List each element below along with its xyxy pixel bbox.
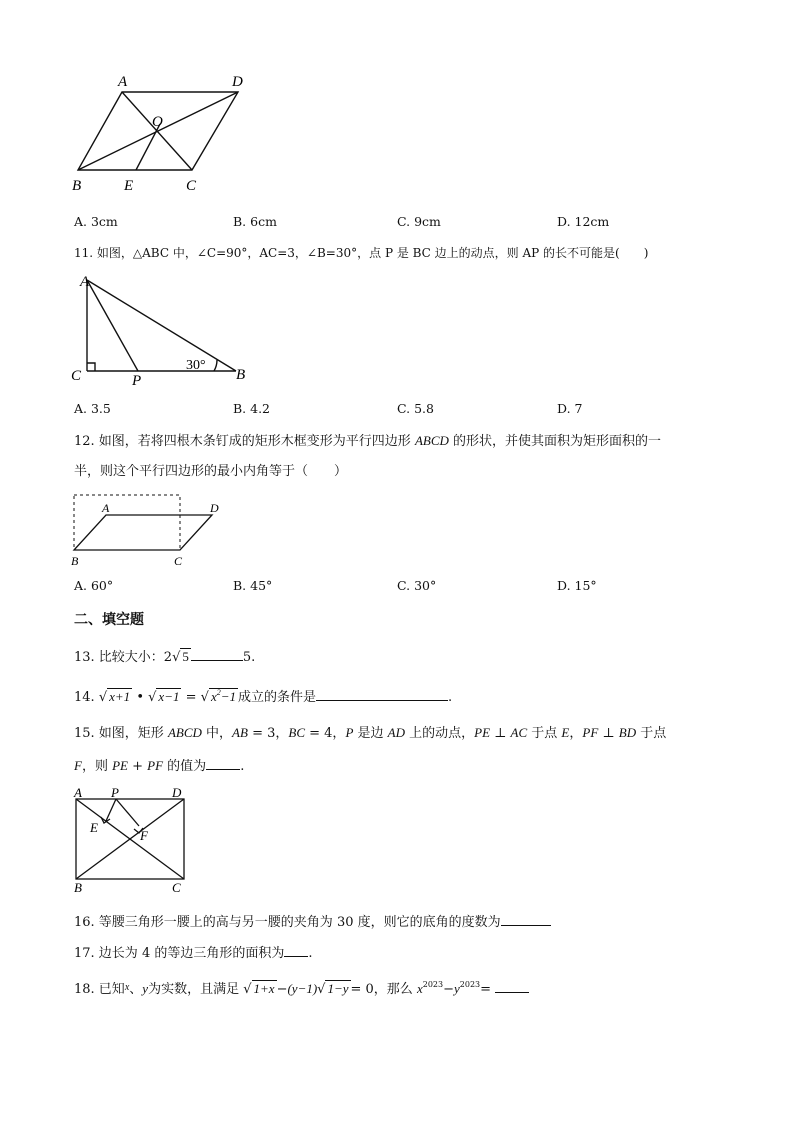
q14-r3-tail: −1 [220, 689, 237, 704]
q12-label-d: D [210, 501, 219, 515]
q10-label-a: A [118, 74, 128, 90]
q15-t10: ⊥ [598, 726, 619, 741]
q15-t11: 于点 [636, 726, 667, 741]
q15-t7: ⊥ [490, 726, 511, 741]
q18-y2: y [454, 981, 460, 996]
q12-label-c: C [174, 554, 183, 568]
q17-question [74, 944, 312, 960]
q18-sqrt-symbol-1: √ [243, 982, 252, 997]
q10-option-c: C. 9cm [397, 214, 441, 229]
q11-option-a: A. 3.5 [74, 401, 111, 416]
q12-option-d: D. 15° [557, 578, 597, 593]
q15-m3: BC [288, 725, 305, 740]
q13-sqrt-symbol: √ [172, 650, 181, 665]
q15-label-d: D [172, 785, 182, 800]
q15-t9: ， [569, 726, 583, 741]
q10-parallelogram-figure [60, 66, 260, 196]
q15-label-p: P [111, 785, 119, 800]
q10-label-b: B [72, 178, 82, 194]
q14-dot: • [136, 690, 144, 705]
q18-sep: 、 [129, 982, 143, 997]
q11-label-c: C [71, 368, 82, 384]
q15-t3: = 3， [247, 726, 289, 741]
q12-label-b: B [71, 554, 79, 568]
q18-minus2: − [443, 982, 454, 997]
q15-label-a: A [74, 785, 82, 800]
q18-prefix: 18. 已知 [74, 982, 125, 997]
q18-answer-blank[interactable] [495, 980, 529, 993]
q14-r3-base: x [210, 689, 217, 704]
q18-eq0: = 0，那么 [350, 982, 413, 997]
q15-t5: 是边 [353, 726, 388, 741]
q11-option-d: D. 7 [557, 401, 583, 416]
q11-label-p: P [132, 373, 142, 389]
q14-equals: = [185, 690, 197, 705]
q15-m10: BD [618, 725, 637, 740]
q18-radicand-2: 1−y [327, 981, 349, 996]
q14-end: . [448, 690, 453, 705]
q15-rectangle-figure [66, 784, 196, 894]
q18-eq: = [480, 982, 492, 997]
q15-answer-blank[interactable] [206, 757, 240, 770]
q15-m9: PF [582, 725, 599, 740]
q11-angle-label: 30° [186, 358, 206, 373]
q14-sqrt-symbol-1: √ [98, 690, 108, 705]
q15-question-line1 [74, 726, 666, 740]
q15-m1: ABCD [167, 725, 202, 740]
q14-radicand-3 [209, 688, 238, 704]
section-title: 二、填空题 [74, 612, 144, 628]
q12-option-a: A. 60° [74, 578, 114, 593]
q14-r3-sup: 2 [216, 688, 221, 697]
q13-question [74, 648, 255, 664]
q15-label-f: F [140, 828, 148, 843]
q18-exp2: 2023 [459, 980, 481, 989]
q18-exp1: 2023 [422, 980, 444, 989]
q15-l2-t1: ，则 [81, 759, 113, 774]
q13-radicand: 5 [182, 649, 189, 664]
q10-option-d: D. 12cm [557, 214, 610, 229]
q12-label-a: A [102, 501, 110, 515]
q15-m6: PE [474, 725, 491, 740]
q10-label-c: C [186, 178, 197, 194]
q18-paren: (y−1) [287, 981, 318, 996]
q18-y: y [142, 981, 149, 996]
q15-t2: 中， [201, 726, 233, 741]
q14-prefix: 14. [74, 690, 95, 705]
q10-option-b: B. 6cm [233, 214, 277, 229]
q15-m4: P [345, 725, 354, 740]
q11-right-triangle-figure [66, 272, 256, 390]
q18-mid: 为实数，且满足 [148, 982, 240, 997]
q18-question [74, 980, 529, 996]
q12-rectangle-parallelogram-figure [66, 490, 236, 572]
q16-answer-blank[interactable] [501, 913, 551, 926]
q15-l2-m3: PF [147, 758, 164, 773]
q13-suffix: 5. [242, 650, 256, 665]
q17-end: . [308, 946, 313, 961]
q18-x: x [124, 982, 130, 993]
q13-answer-blank[interactable] [191, 648, 243, 661]
q14-suffix: 成立的条件是 [238, 690, 317, 705]
q15-l2-t3: 的值为 [163, 759, 207, 774]
q11-question: 11. 如图，△ABC 中，∠C=90°，AC=3，∠B=30°，点 P 是 BC 边上的动点，则 AP 的长不可能是( ) [74, 246, 649, 260]
q14-sqrt-symbol-2: √ [148, 690, 157, 705]
q12-question-line2: 半，则这个平行四边形的最小内角等于（ ） [74, 464, 348, 479]
q14-answer-blank[interactable] [316, 688, 448, 701]
q14-radicand-1: x+1 [109, 689, 131, 704]
q15-l2-t2: + [127, 759, 148, 774]
q10-label-d: D [232, 74, 243, 90]
q14-radicand-2: x−1 [158, 689, 180, 704]
q15-question-line2 [74, 757, 244, 773]
q15-label-c: C [172, 880, 181, 894]
q17-answer-blank[interactable] [284, 944, 308, 957]
q12-option-b: B. 45° [233, 578, 273, 593]
q15-m2: AB [232, 725, 248, 740]
q16-question [74, 913, 551, 929]
q17-text: 17. 边长为 4 的等边三角形的面积为 [74, 946, 285, 961]
q18-radicand-1: 1+x [253, 981, 275, 996]
q15-label-e: E [90, 820, 98, 835]
q11-option-c: C. 5.8 [397, 401, 434, 416]
q13-prefix: 13. 比较大小：2 [74, 650, 173, 665]
q12-text-b: 的形状，并使其面积为矩形面积的一 [448, 434, 662, 449]
q15-t4: = 4， [305, 726, 346, 741]
q15-m5: AD [387, 725, 405, 740]
q18-x2: x [416, 981, 423, 996]
q15-l2-m1: F [74, 758, 82, 773]
q15-m8: E [561, 725, 570, 740]
q14-question [74, 688, 452, 704]
q18-minus: − [276, 982, 288, 997]
q15-t6: 上的动点， [405, 726, 475, 741]
q11-label-b: B [236, 367, 246, 383]
q18-sqrt-symbol-2: √ [317, 982, 326, 997]
q15-t1: 15. 如图，矩形 [74, 726, 168, 741]
q15-t8: 于点 [527, 726, 562, 741]
q12-text-a: 12. 如图，若将四根木条钉成的矩形木框变形为平行四边形 [74, 434, 415, 449]
q11-label-a: A [80, 274, 90, 290]
q10-label-o: O [152, 114, 163, 130]
q12-question-line1 [74, 434, 661, 448]
q10-option-a: A. 3cm [74, 214, 118, 229]
q15-l2-end: . [240, 759, 245, 774]
q12-math-abcd: ABCD [414, 433, 449, 448]
q10-label-e: E [124, 178, 134, 194]
q15-label-b: B [74, 880, 82, 894]
q14-sqrt-symbol-3: √ [200, 690, 209, 705]
q11-option-b: B. 4.2 [233, 401, 271, 416]
q12-option-c: C. 30° [397, 578, 437, 593]
q15-l2-m2: PE [112, 758, 128, 773]
q16-text: 16. 等腰三角形一腰上的高与另一腰的夹角为 30 度，则它的底角的度数为 [74, 915, 501, 930]
q15-m7: AC [510, 725, 528, 740]
